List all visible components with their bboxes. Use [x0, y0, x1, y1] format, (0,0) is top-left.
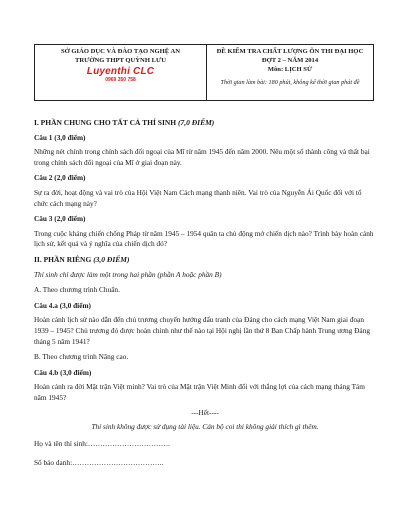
q4a-label: Câu 4.a (3,0 điểm)	[34, 300, 91, 310]
part1-heading	[34, 118, 376, 129]
program-a-label: A. Theo chương trình Chuẩn.	[34, 285, 120, 295]
part2-points: (3,0 ĐIỂM)	[93, 254, 130, 264]
q1-text: Những nét chính trong chính sách đối ngoại của Mĩ từ năm 1945 đến năm 2000. Nêu một số thành công và thất bại trong chính sách đối ngoại của Mĩ ở giai đoạn này.	[34, 147, 370, 167]
time-note: Thời gian làm bài: 180 phút, không kể thời gian phát đề	[220, 79, 360, 86]
q1-label: Câu 1 (3,0 điểm)	[34, 132, 86, 142]
part2-heading	[34, 255, 376, 266]
school-name: TRƯỜNG THPT QUỲNH LƯU	[74, 57, 167, 64]
end-mark: ---Hết----	[191, 408, 219, 418]
candidate-id-line: Số báo danh:………………………………..	[34, 458, 164, 468]
part1-title: I. PHẦN CHUNG CHO TẤT CẢ THÍ SINH	[34, 118, 178, 127]
program-b-label: B. Theo chương trình Nâng cao.	[34, 352, 129, 362]
q2-label: Câu 2 (2,0 điểm)	[34, 173, 86, 183]
exam-info-cell	[207, 45, 374, 101]
part2-title: II. PHẦN RIÊNG	[34, 254, 94, 264]
q4a-text: Hoàn cảnh lịch sử nào dẫn đến chủ trương chuyển hướng đấu tranh của Đảng cho cách mạng Việt Nam giai đoạn 1939 – 1945? Chủ trương đó được hoàn chỉnh như thế nào tại Hội nghị lần thứ 8 Ban Chấp hành Trung ương Đảng tháng 5 năm 1941?	[34, 315, 370, 346]
q3-text: Trong cuộc kháng chiến chống Pháp từ năm 1945 – 1954 quân ta chủ động mở chiến dịch nào? Trình bày hoàn cảnh lịch sử, kết quả và ý nghĩa của chiến dịch đó?	[34, 228, 374, 249]
logo-phone: 0969 350 758	[105, 77, 136, 83]
exam-round: ĐỢT 2 – NĂM 2014	[261, 57, 319, 64]
q4b-text: Hoàn cảnh ra đời Mặt trận Việt minh? Vai trò của Mặt trận Việt Minh đối với thắng lợi của cách mạng tháng Tám năm 1945?	[34, 382, 365, 402]
logo-text: Luyenthi CLC	[86, 66, 155, 77]
luyenthi-logo	[38, 66, 203, 86]
candidate-name-line: Họ và tên thí sinh:…………………………….	[34, 438, 171, 448]
q2-text: Sự ra đời, hoạt động và vai trò của Hội Việt Nam Cách mạng thanh niên. Vai trò của Nguyễn Ái Quốc đối với tổ chức cách mạng này?	[34, 187, 362, 208]
exam-subject: Môn: LỊCH SỬ	[267, 66, 313, 73]
exam-rules-note: Thí sinh không được sử dụng tài liệu. Cán bộ coi thi không giải thích gì thêm.	[91, 422, 319, 432]
q3-label: Câu 3 (2,0 điểm)	[34, 214, 86, 224]
part1-points: (7,0 ĐIỂM)	[177, 118, 215, 127]
exam-header	[34, 44, 374, 101]
school-info-cell	[35, 45, 207, 101]
part2-instruction: Thí sinh chỉ được làm một trong hai phần (phần A hoặc phần B)	[34, 269, 222, 279]
exam-title: ĐỀ KIỂM TRA CHẤT LƯỢNG ÔN THI ĐẠI HỌC	[216, 48, 364, 55]
q4b-label: Câu 4.b (3,0 điểm)	[34, 367, 92, 377]
exam-body	[34, 118, 376, 478]
department-name: SỞ GIÁO DỤC VÀ ĐÀO TẠO NGHỆ AN	[60, 48, 180, 55]
